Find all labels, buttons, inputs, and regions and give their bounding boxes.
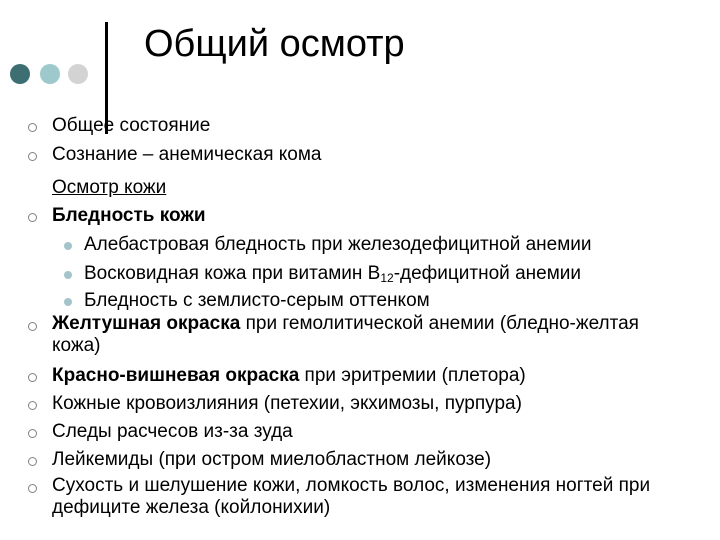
ring-bullet-icon (28, 457, 37, 466)
slide-title: Общий осмотр (144, 23, 405, 65)
ring-bullet-icon (28, 373, 37, 382)
list-item (52, 475, 662, 519)
list-item (52, 313, 662, 357)
list-item (52, 364, 712, 387)
section-heading-text: Осмотр кожи (52, 177, 167, 198)
item-text: Алебастровая бледность при железодефицитной анемии (84, 234, 592, 255)
list-item (52, 420, 712, 443)
item-subscript: 12 (380, 271, 394, 285)
item-text: Восковидная кожа при витамин B (84, 263, 381, 284)
ring-bullet-icon (28, 484, 37, 493)
list-item (52, 204, 712, 227)
dot-bullet-icon (64, 242, 72, 250)
list-item (52, 114, 712, 137)
list-item (52, 392, 712, 415)
item-text-cont: -дефицитной анемии (393, 263, 581, 284)
dot-bullet-icon (64, 298, 72, 306)
ring-bullet-icon (28, 123, 37, 132)
list-item (52, 143, 712, 166)
item-bold-text: Бледность кожи (52, 205, 206, 226)
item-text: Общее состояние (52, 115, 211, 136)
sub-list-item (84, 289, 712, 312)
sub-list-item (84, 233, 712, 256)
item-text: Сухость и шелушение кожи, ломкость волос, изменения ногтей при дефиците железа (койлонихии) (52, 475, 651, 518)
item-bold-text: Желтушная окраска (52, 313, 241, 334)
list-item (52, 448, 712, 471)
dot-bullet-icon (64, 271, 72, 279)
ring-bullet-icon (28, 429, 37, 438)
item-text: Следы расчесов из-за зуда (52, 421, 293, 442)
item-text: при гемолитической анемии (бледно-желтая кожа) (52, 313, 639, 356)
item-text: Кожные кровоизлияния (петехии, экхимозы, пурпура) (52, 393, 522, 414)
ring-bullet-icon (28, 213, 37, 222)
item-text: Лейкемиды (при остром миелобластном лейкозе) (52, 449, 492, 470)
item-text: Сознание – анемическая кома (52, 144, 322, 165)
ring-bullet-icon (28, 401, 37, 410)
sub-list-item (84, 262, 712, 285)
item-text: при эритремии (плетора) (299, 365, 526, 386)
section-heading (52, 176, 712, 199)
ring-bullet-icon (28, 322, 37, 331)
item-text: Бледность с землисто-серым оттенком (84, 290, 430, 311)
ring-bullet-icon (28, 152, 37, 161)
item-bold-text: Красно-вишневая окраска (52, 365, 300, 386)
